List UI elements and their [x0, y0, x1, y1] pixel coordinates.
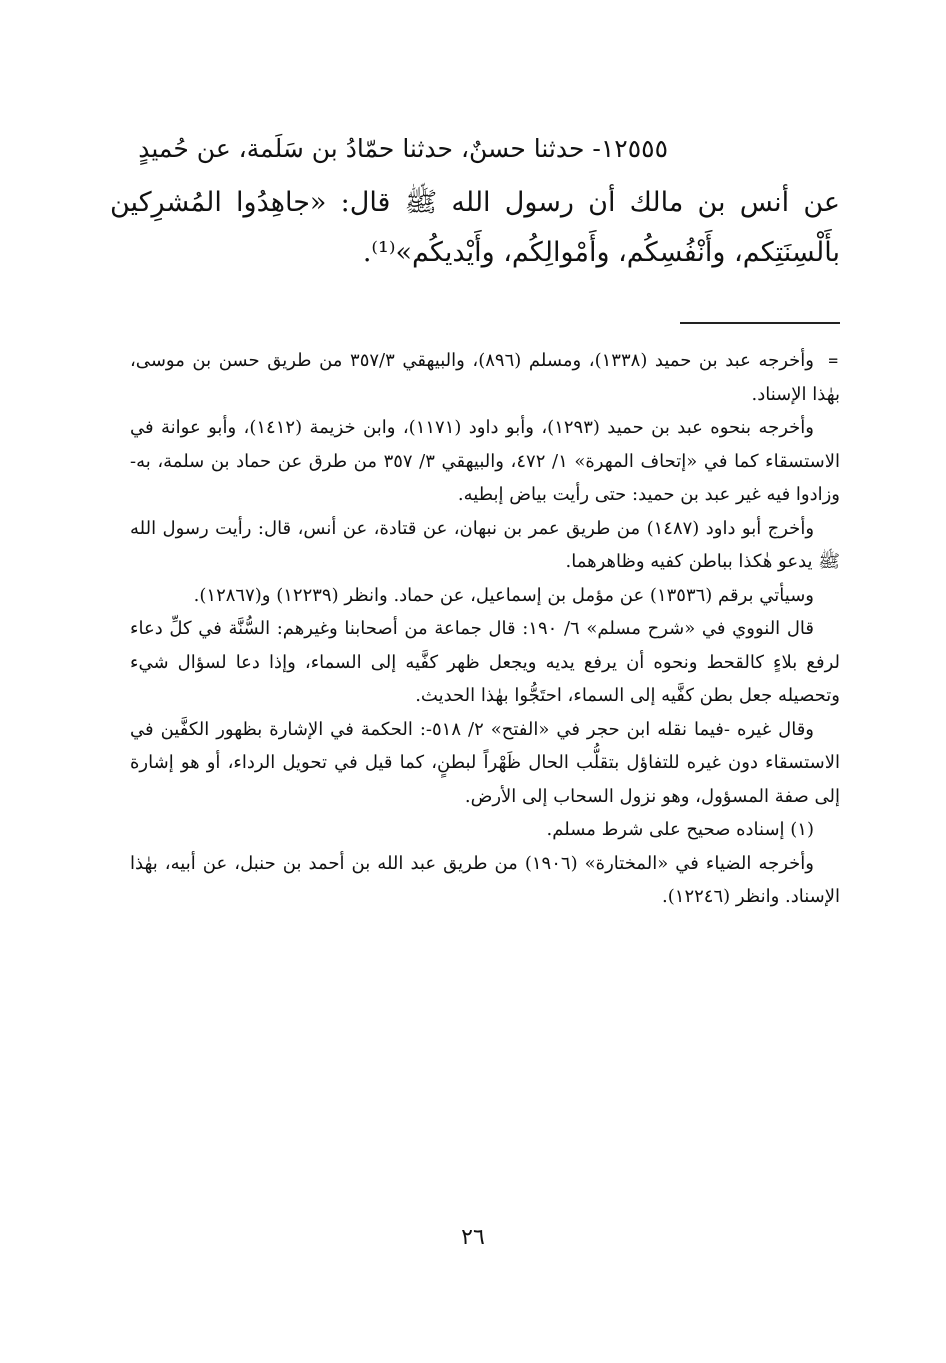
footnote-1: (١) إسناده صحيح على شرط مسلم. [546, 819, 814, 840]
footnote-paragraph: قال النووي في «شرح مسلم» ٦/ ١٩٠: قال جماعة من أصحابنا وغيرهم: السُّنَّة في كلِّ دعاء لرفع بلاءٍ كالقحط ونحوه أن يرفع يديه ويجعل ظهر كفَّيه إلى السماء، وإذا دعا لسؤال شيء وتحصيله جعل بطن كفَّيه إلى السماء، احتَجُّوا بهٰذا الحديث. [130, 618, 840, 706]
footnote-separator [680, 322, 840, 324]
hadith-number-line: ١٢٥٥٥- حدثنا حسنٌ، حدثنا حمّادُ بن سَلَمة، عن حُميدٍ [138, 134, 668, 163]
footnote-paragraph: وقال غيره -فيما نقله ابن حجر في «الفتح» ٢/ ٥١٨-: الحكمة في الإشارة بظهور الكفَّين في الاستسقاء دون غيره للتفاؤل بتقلُّب الحال ظَهْراً لبطنٍ، كما قيل في تحويل الرداء، أو هو إشارة إلى صفة المسؤول، وهو نزول السحاب إلى الأرض. [130, 718, 840, 807]
footnotes [130, 344, 840, 914]
footnote-paragraph: وأخرجه بنحوه عبد بن حميد (١٢٩٣)، وأبو داود (١١٧١)، وابن خزيمة (١٤١٢)، وأبو عوانة في الاستسقاء كما في «إتحاف المهرة» ١/ ٤٧٢، والبيهقي ٣/ ٣٥٧ من طرق عن حماد بن سلمة، به- وزادوا فيه غير عبد بن حميد: حتى رأيت بياض إبطيه. [130, 417, 841, 505]
footnote-paragraph-text: وأخرجه عبد بن حميد (١٣٣٨)، ومسلم (٨٩٦)، والبيهقي ٣٥٧/٣ من طريق حسن بن موسى، بهٰذا الإسناد. [130, 350, 840, 405]
page-number: ٢٦ [461, 1225, 485, 1250]
hadith-main-text [110, 124, 840, 278]
continuation-mark: = [828, 351, 838, 370]
footnote-paragraph [130, 344, 840, 411]
footnote-paragraph: وسيأتي برقم (١٣٥٣٦) عن مؤمل بن إسماعيل، عن حماد. وانظر (١٢٢٣٩) و(١٢٨٦٧). [193, 584, 814, 606]
footnote-paragraph: وأخرجه الضياء في «المختارة» (١٩٠٦) من طريق عبد الله بن أحمد بن حنبل، عن أبيه، بهٰذا الإسناد. وانظر (١٢٢٤٦). [130, 852, 840, 907]
hadith-text: عن أنس بن مالك أن رسول الله ﷺ قال: «جاهِدُوا المُشرِكين بأَلْسِنَتِكم، وأَنْفُسِكُم، وأَمْوالِكُم، وأَيْديكُم»⁽¹⁾. [110, 187, 840, 268]
footnote-paragraph: وأخرج أبو داود (١٤٨٧) من طريق عمر بن نبهان، عن قتادة، عن أنس، قال: رأيت رسول الله ﷺ يدعو هٰكذا بباطن كفيه وظاهرهما. [130, 517, 840, 572]
